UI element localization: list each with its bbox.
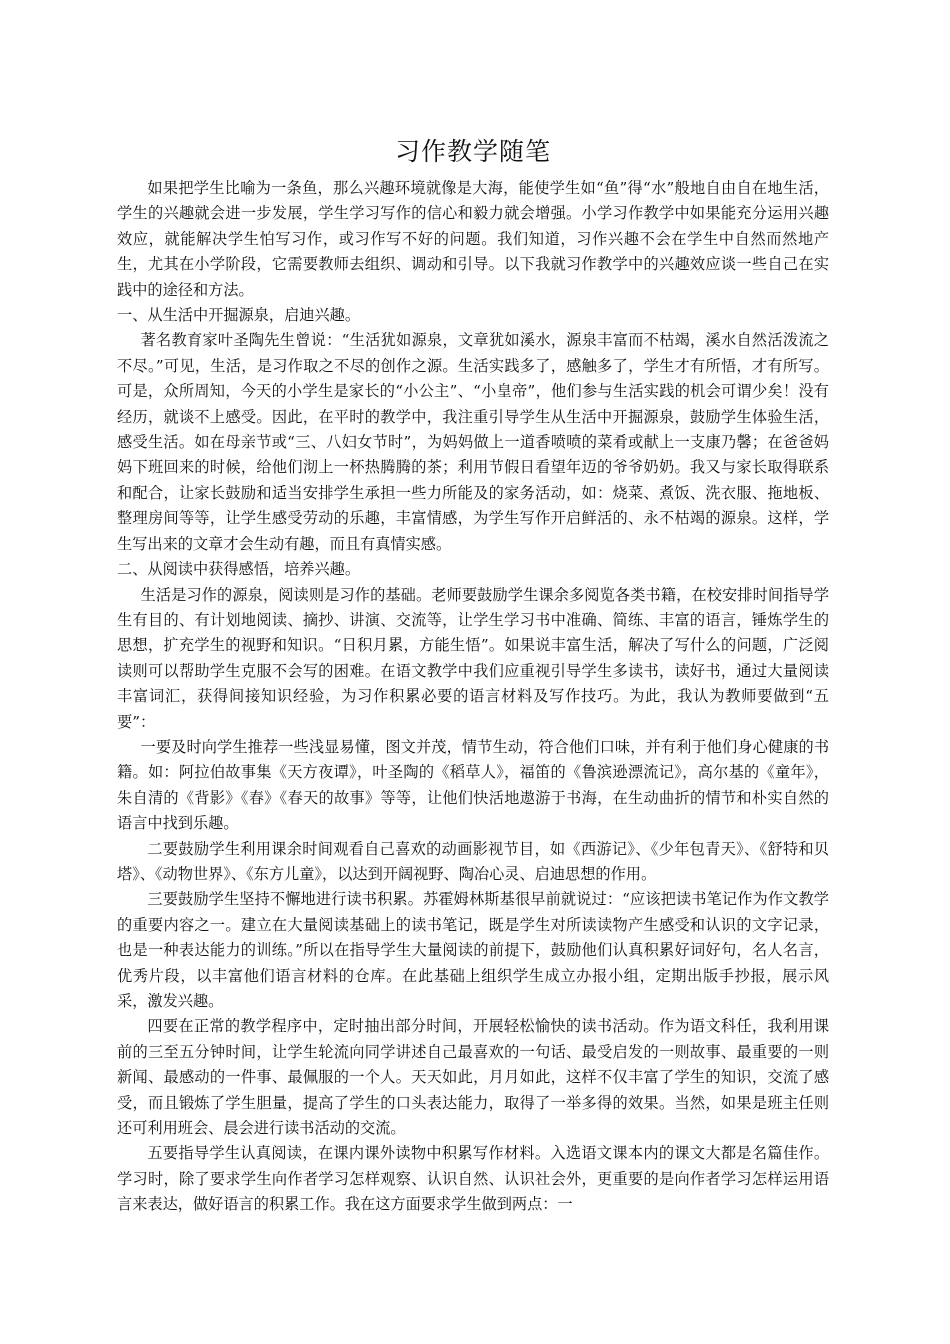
intro-paragraph: 如果把学生比喻为一条鱼，那么兴趣环境就像是大海，能使学生如“鱼”得“水”般地自由自在地生活，学生的兴趣就会进一步发展，学生学习写作的信心和毅力就会增强。小学习作教学中如果能充分运用兴趣效应，就能解决学生怕写习作，或习作写不好的问题。我们知道，习作兴趣不会在学生中自然而然地产生，尤其在小学阶段，它需要教师去组织、调动和引导。以下我就习作教学中的兴趣效应谈一些自己在实践中的途径和方法。: [117, 179, 829, 299]
section-1-paragraph: 著名教育家叶圣陶先生曾说：“生活犹如源泉，文章犹如溪水，源泉丰富而不枯竭，溪水自然活泼流之不尽。”可见，生活，是习作取之不尽的创作之源。生活实践多了，感触多了，学生才有所悟，才有所写。可是，众所周知，今天的小学生是家长的“小公主”、“小皇帝”，他们参与生活实践的机会可谓少矣！没有经历，就谈不上感受。因此，在平时的教学中，我注重引导学生从生活中开掘源泉，鼓励学生体验生活，感受生活。如在母亲节或“三、八妇女节时”，为妈妈做上一道香喷喷的菜肴或献上一支康乃馨；在爸爸妈妈下班回来的时候，给他们沏上一杯热腾腾的茶；利用节假日看望年迈的爷爷奶奶。我又与家长取得联系和配合，让家长鼓励和适当安排学生承担一些力所能及的家务活动，如：烧菜、煮饭、洗衣服、拖地板、整理房间等等，让学生感受劳动的乐趣，丰富情感，为学生写作开启鲜活的、永不枯竭的源泉。这样，学生写出来的文章才会生动有趣，而且有真情实感。: [117, 331, 829, 553]
section-1-heading: 一、从生活中开掘源泉，启迪兴趣。: [117, 306, 360, 325]
point-4-paragraph: 四要在正常的教学程序中，定时抽出部分时间，开展轻松愉快的读书活动。作为语文科任，我利用课前的三至五分钟时间，让学生轮流向同学讲述自己最喜欢的一句话、最受启发的一则故事、最重要的一则新闻、最感动的一件事、最佩服的一个人。天天如此，月月如此，这样不仅丰富了学生的知识，交流了感受，而且锻炼了学生胆量，提高了学生的口头表达能力，取得了一举多得的效果。当然，如果是班主任则还可利用班会、晨会进行读书活动的交流。: [117, 1017, 829, 1138]
document-title: 习作教学随笔: [394, 137, 551, 166]
document-body: [117, 130, 829, 1218]
point-5-paragraph: 五要指导学生认真阅读，在课内课外读物中积累写作材料。入选语文课本内的课文大都是名篇佳作。学习时，除了要求学生向作者学习怎样观察、认识自然、认识社会外，更重要的是向作者学习怎样运用语言来表达，做好语言的积累工作。我在这方面要求学生做到两点：一: [117, 1144, 829, 1214]
point-3-paragraph: 三要鼓励学生坚持不懈地进行读书积累。苏霍姆林斯基很早前就说过：“应该把读书笔记作为作文教学的重要内容之一。建立在大量阅读基础上的读书笔记，既是学生对所读读物产生感受和认识的文字记录，也是一种表达能力的训练。”所以在指导学生大量阅读的前提下，鼓励他们认真积累好词好句，名人名言，优秀片段，以丰富他们语言材料的仓库。在此基础上组织学生成立办报小组，定期出版手抄报，展示风采，激发兴趣。: [117, 890, 829, 1010]
point-2-paragraph: 二要鼓励学生利用课余时间观看自己喜欢的动画影视节目，如《西游记》、《少年包青天》、《舒特和贝塔》、《动物世界》、《东方儿童》，以达到开阔视野、陶冶心灵、启迪思想的作用。: [117, 839, 829, 883]
section-2-paragraph: 生活是习作的源泉，阅读则是习作的基础。老师要鼓励学生课余多阅览各类书籍，在校安排时间指导学生有目的、有计划地阅读、摘抄、讲演、交流等，让学生学习书中准确、简练、丰富的语言，锤炼学生的思想，扩充学生的视野和知识。“日积月累，方能生悟”。如果说丰富生活，解决了写什么的问题，广泛阅读则可以帮助学生克服不会写的困难。在语文教学中我们应重视引导学生多读书，读好书，通过大量阅读丰富词汇，获得间接知识经验，为习作积累必要的语言材料及写作技巧。为此，我认为教师要做到“五要”：: [117, 585, 829, 731]
point-1-paragraph: 一要及时向学生推荐一些浅显易懂，图文并茂，情节生动，符合他们口味，并有利于他们身心健康的书籍。如：阿拉伯故事集《天方夜谭》，叶圣陶的《稻草人》，福笛的《鲁滨逊漂流记》，高尔基的《童年》，朱自清的《背影》《春》《春天的故事》等等，让他们快活地遨游于书海，在生动曲折的情节和朴实自然的语言中找到乐趣。: [117, 737, 829, 833]
section-2-heading: 二、从阅读中获得感悟，培养兴趣。: [117, 560, 360, 579]
